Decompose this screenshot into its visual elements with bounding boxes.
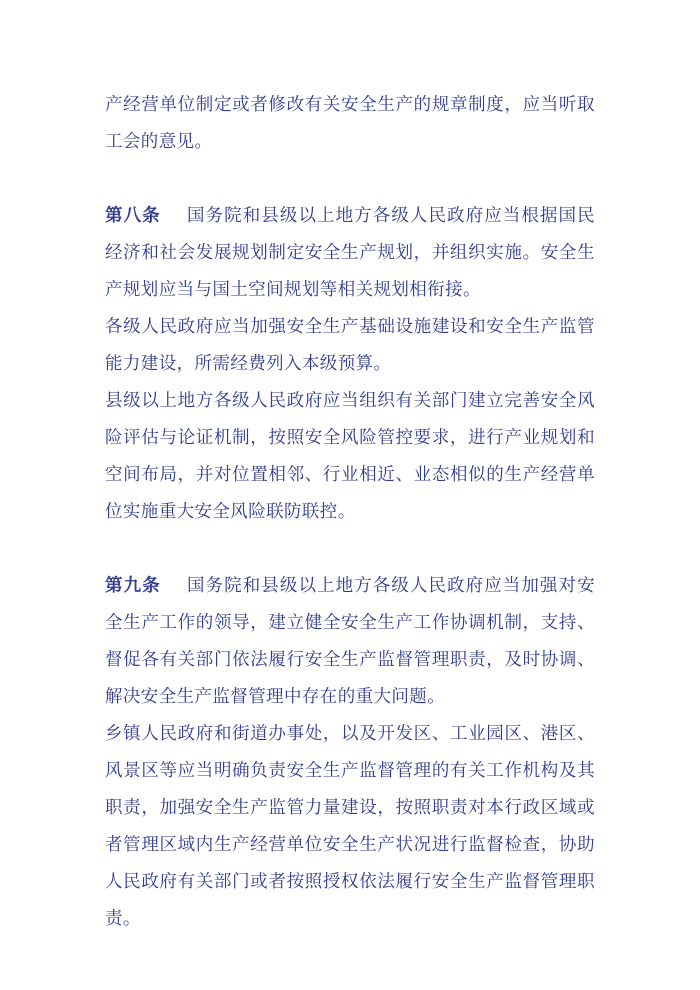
- article-9-body: 国务院和县级以上地方各级人民政府应当加强对安全生产工作的领导，建立健全安全生产工作协调机制，支持、督促各有关部门依法履行安全生产监督管理职责，及时协调、解决安全生产监督管理中存在的重大问题。: [105, 575, 595, 706]
- article-8-body: 国务院和县级以上地方各级人民政府应当根据国民经济和社会发展规划制定安全生产规划，并组织实施。安全生产规划应当与国土空间规划等相关规划相衔接。: [105, 205, 595, 299]
- article-8-paragraph-3: [105, 382, 595, 530]
- article-8-paragraph-1: [105, 197, 595, 308]
- article-9-paragraph-2-text: 乡镇人民政府和街道办事处，以及开发区、工业园区、港区、风景区等应当明确负责安全生产监督管理的有关工作机构及其职责，加强安全生产监管力量建设，按照职责对本行政区域或者管理区域内生产经营单位安全生产状况进行监督检查，协助人民政府有关部门或者按照授权依法履行安全生产监督管理职责。: [105, 723, 595, 928]
- paragraph-continuation: [105, 86, 595, 160]
- article-9-label: 第九条: [105, 575, 161, 595]
- article-9-paragraph-2: [105, 715, 595, 937]
- paragraph-continuation-text: 产经营单位制定或者修改有关安全生产的规章制度，应当听取工会的意见。: [105, 94, 595, 151]
- article-8-paragraph-3-text: 县级以上地方各级人民政府应当组织有关部门建立完善安全风险评估与论证机制，按照安全风险管控要求，进行产业规划和空间布局，并对位置相邻、行业相近、业态相似的生产经营单位实施重大安全风险联防联控。: [105, 390, 595, 521]
- article-8-paragraph-2: [105, 308, 595, 382]
- article-9-paragraph-1: [105, 567, 595, 715]
- document-body: [105, 86, 595, 937]
- article-8-label: 第八条: [105, 205, 161, 225]
- article-8-paragraph-2-text: 各级人民政府应当加强安全生产基础设施建设和安全生产监管能力建设，所需经费列入本级预算。: [105, 316, 595, 373]
